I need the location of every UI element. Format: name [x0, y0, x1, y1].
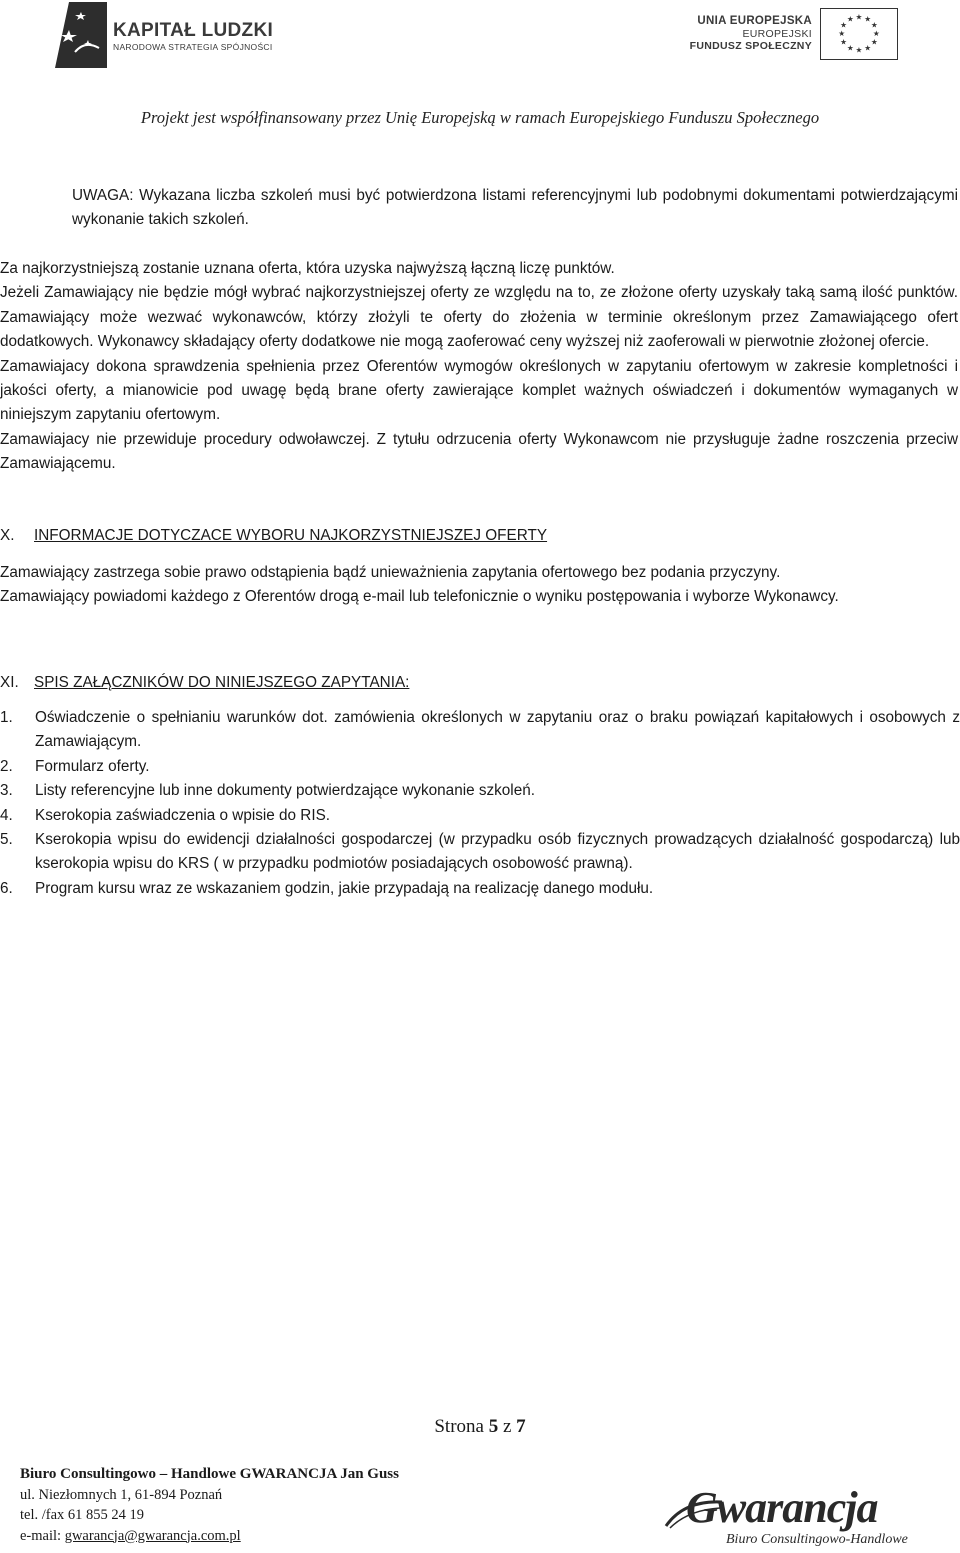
eu-logo: [689, 6, 898, 62]
company-name: Biuro Consultingowo – Handlowe GWARANCJA Jan Guss: [20, 1466, 399, 1482]
svg-text:★: ★: [855, 45, 863, 55]
svg-text:★: ★: [840, 37, 848, 47]
list-item-number: 3.: [0, 782, 13, 800]
list-item: [0, 779, 960, 803]
section-xi-number: XI.: [0, 674, 19, 691]
svg-text:★: ★: [846, 14, 854, 24]
eu-flag-icon: [820, 8, 898, 60]
page-mid: z: [498, 1416, 517, 1437]
list-item-text: Program kursu wraz ze wskazaniem godzin, jakie przypadają na realizację danego modułu.: [35, 879, 654, 897]
paragraph-right-to-cancel: Zamawiający zastrzega sobie prawo odstąpienia bądź unieważnienia zapytania ofertowego bez podania przyczyny.: [0, 564, 781, 581]
email-link[interactable]: gwarancja@gwarancja.com.pl: [64, 1527, 241, 1544]
attachments-list: [0, 706, 960, 901]
project-cofinancing-note: Projekt jest współfinansowany przez Unię Europejską w ramach Europejskiego Funduszu Społecznego: [140, 108, 820, 127]
section-x-title: INFORMACJE DOTYCZACE WYBORU NAJKORZYSTNIEJSZEJ OFERTY: [34, 527, 548, 544]
list-item: [0, 755, 960, 779]
current-page: 5: [488, 1416, 499, 1437]
svg-text:★: ★: [864, 14, 872, 24]
kapital-ludzki-subtitle: NARODOWA STRATEGIA SPÓJNOŚCI: [113, 42, 273, 52]
svg-text:★: ★: [872, 28, 880, 38]
svg-text:★: ★: [838, 28, 846, 38]
list-item: [0, 804, 960, 828]
gwarancja-wordmark: Gwarancja: [686, 1483, 878, 1532]
list-item: [0, 706, 960, 755]
paragraph-no-appeal: Zamawiajacy nie przewiduje procedury odwoławczej. Z tytułu odrzucenia oferty Wykonawcom nie przysługuje żadne roszczenia przeciw Zamawiającemu.: [0, 430, 958, 473]
svg-text:★: ★: [840, 20, 848, 30]
footer-contact: [20, 1464, 399, 1546]
svg-text:★: ★: [870, 20, 878, 30]
paragraph-best-offer: Za najkorzystniejszą zostanie uznana oferta, która uzyska najwyższą łączną liczę punktów.: [0, 260, 615, 277]
page-number: [0, 1416, 960, 1438]
svg-text:★: ★: [855, 12, 863, 22]
company-email-line: [20, 1526, 399, 1547]
section-x-body: [0, 561, 958, 610]
eu-line-2: EUROPEJSKI: [742, 28, 812, 40]
list-item-text: Oświadczenie o spełnianiu warunków dot. zamówienia określonych w zapytaniu oraz o braku powiązań kapitałowych i osobowych z Zamawiającym.: [35, 709, 960, 751]
kapital-ludzki-logo: [55, 2, 305, 68]
paragraph-tie-rule: Jeżeli Zamawiający nie będzie mógł wybrać najkorzystniejszej oferty ze względu na to, ze złożone oferty uzyskały taką samą ilość punktów. Zamawiający może wezwać wykonawców, którzy złożyli te oferty do złożenia w terminie określonym przez Zamawiającego ofert dodatkowych. Wykonawcy składający oferty dodatkowe nie mogą zaoferować ceny wyższej niż zaoferowali w pierwotnie złożonej ofercie.: [0, 284, 958, 351]
list-item-number: 1.: [0, 709, 13, 726]
list-item: [0, 828, 960, 877]
list-item-text: Kserokopia zaświadczenia o wpisie do RIS.: [35, 806, 331, 824]
section-x-number: X.: [0, 527, 15, 544]
paragraph-notification: Zamawiający powiadomi każdego z Oferentów drogą e-mail lub telefonicznie o wyniku postępowania i wyborze Wykonawcy.: [0, 588, 839, 606]
svg-text:★: ★: [870, 37, 878, 47]
gwarancja-logo: [664, 1482, 934, 1552]
section-xi-heading: [0, 671, 409, 695]
list-item-number: 6.: [0, 879, 13, 897]
total-pages: 7: [516, 1416, 526, 1437]
paragraph-verification: Zamawiajacy dokona sprawdzenia spełnienia przez Oferentów wymogów określonych w zapytaniu ofertowym w zakresie kompletności i jakości oferty, a mianowicie pod uwagę będą brane oferty zawierające komplet ważnych oświadczeń i dokumentów wymaganych w niniejszym zapytaniu ofertowym.: [0, 357, 958, 424]
list-item-text: Kserokopia wpisu do ewidencji działalności gospodarczej (w przypadku osób fizycznych prowadzących działalność gospodarczą) lub kserokopia wpisu do KRS ( w przypadku podmiotów posiadających osobowość prawną).: [35, 831, 960, 873]
svg-text:★: ★: [864, 43, 872, 53]
list-item-number: 4.: [0, 806, 13, 824]
list-item-number: 2.: [0, 757, 13, 775]
list-item-text: Listy referencyjne lub inne dokumenty potwierdzające wykonanie szkoleń.: [35, 782, 535, 800]
eu-line-1: UNIA EUROPEJSKA: [697, 15, 812, 27]
company-address: ul. Niezłomnych 1, 61-894 Poznań: [20, 1486, 223, 1503]
eu-line-3: FUNDUSZ SPOŁECZNY: [689, 40, 812, 52]
kapital-ludzki-title: KAPITAŁ LUDZKI: [113, 20, 274, 41]
svg-text:★: ★: [846, 43, 854, 53]
eu-logo-text: [690, 14, 812, 52]
company-phone: tel. /fax 61 855 24 19: [20, 1507, 145, 1523]
section-x-heading: [0, 524, 547, 548]
email-label: e-mail:: [20, 1527, 65, 1544]
list-item: [0, 877, 960, 901]
section-xi-title: SPIS ZAŁĄCZNIKÓW DO NINIEJSZEGO ZAPYTANIA:: [34, 674, 410, 691]
list-item-text: Formularz oferty.: [35, 757, 150, 775]
page-prefix: Strona: [434, 1416, 489, 1437]
evaluation-section: [0, 257, 958, 477]
list-item-number: 5.: [0, 831, 13, 849]
kapital-ludzki-emblem-icon: [55, 2, 107, 68]
uwaga-paragraph: UWAGA: Wykazana liczba szkoleń musi być potwierdzona listami referencyjnymi lub podobnymi dokumentami potwierdzającymi wykonanie takich szkoleń.: [72, 187, 958, 229]
gwarancja-tagline: Biuro Consultingowo-Handlowe: [726, 1532, 908, 1547]
